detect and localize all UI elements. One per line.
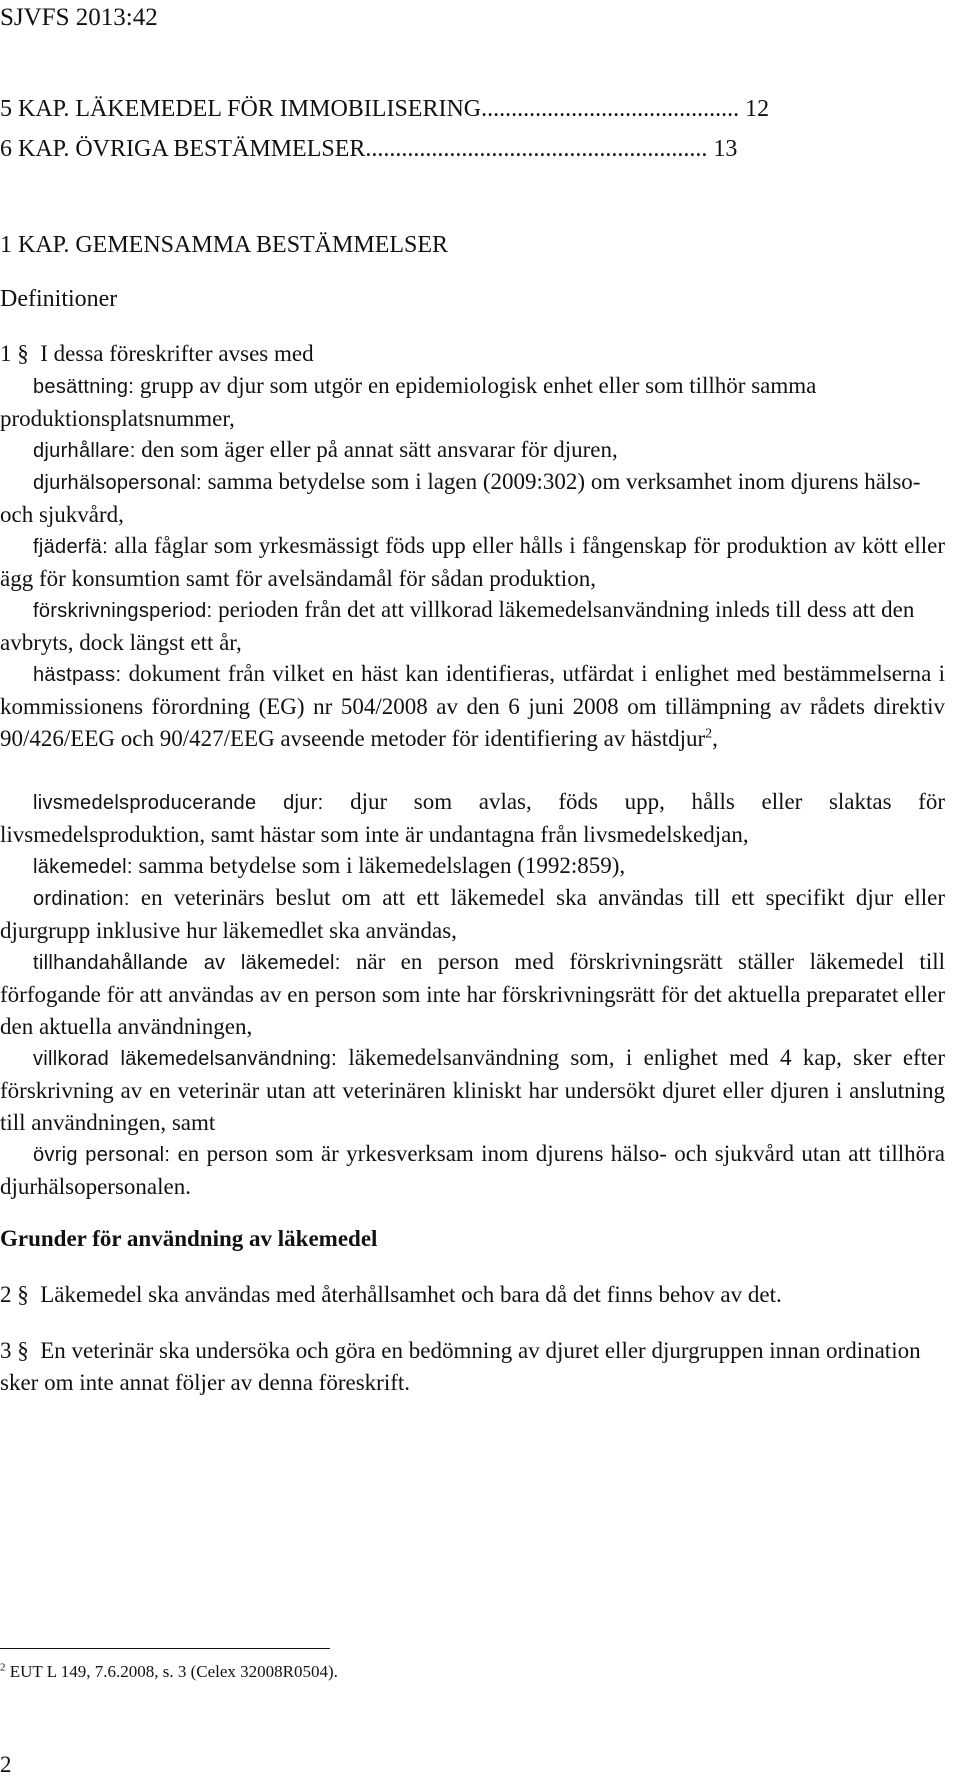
- section-symbol: §: [17, 1338, 29, 1363]
- definition-text: den som äger eller på annat sätt ansvarar för djuren,: [135, 437, 618, 462]
- section-1-intro: [0, 338, 945, 370]
- grounds-heading: Grunder för användning av läkemedel: [0, 1226, 378, 1251]
- definition-item: [0, 1042, 945, 1139]
- section-text: Läkemedel ska användas med återhållsamhet och bara då det finns behov av det.: [40, 1282, 782, 1307]
- definition-item: [0, 466, 945, 531]
- section-3: [0, 1335, 945, 1399]
- toc-entry-page: 12: [745, 96, 770, 122]
- definition-item: [0, 370, 945, 435]
- definition-item: [0, 658, 945, 755]
- definition-text: samma betydelse som i lagen (2009:302) om verksamhet inom djurens hälso- och sjukvård,: [0, 469, 921, 527]
- definition-item: [0, 786, 945, 851]
- section-intro-text: I dessa föreskrifter avses med: [40, 341, 314, 366]
- toc-entry[interactable]: [0, 96, 769, 123]
- section-symbol: §: [17, 341, 29, 366]
- definition-term: djurhållare:: [33, 440, 136, 462]
- definition-item: [0, 594, 945, 659]
- section-number: 2: [0, 1282, 12, 1307]
- definition-text: grupp av djur som utgör en epidemiologisk enhet eller som tillhör samma produktionsplatsnummer,: [0, 373, 817, 431]
- toc-entry[interactable]: [0, 136, 737, 163]
- definition-text: en veterinärs beslut om att ett läkemedel ska användas till ett specifikt djur eller djurgrupp inklusive hur läkemedlet ska användas,: [0, 885, 945, 943]
- footnote-reference[interactable]: 2: [705, 726, 713, 742]
- section-number: 1: [0, 341, 12, 366]
- definition-term: hästpass:: [33, 664, 122, 686]
- toc-entry-title: 5 KAP. LÄKEMEDEL FÖR IMMOBILISERING: [0, 96, 482, 122]
- definition-term: tillhandahållande av läkemedel:: [33, 952, 341, 974]
- definition-text: läkemedelsanvändning som, i enlighet med 4 kap, sker efter förskrivning av en veterinär utan att veterinären kliniskt har undersökt djuret eller djuren i anslutning till användningen, samt: [0, 1045, 945, 1135]
- footnote-divider: [0, 1648, 330, 1649]
- definition-term: övrig personal:: [33, 1144, 171, 1166]
- definition-text: dokument från vilket en häst kan identifieras, utfärdat i enlighet med bestämmelserna i kommissionens förordning (EG) nr 504/2008 av den 6 juni 2008 om tillämpning av rådets direktiv 90/426/EEG och 90/427/EEG avseende metoder för identifiering av hästdjur: [0, 661, 945, 751]
- definition-term: livsmedelsproducerande djur:: [33, 792, 324, 814]
- definition-item: [0, 530, 945, 595]
- footnote-number: 2: [0, 1661, 6, 1674]
- definition-text-end: ,: [712, 726, 718, 751]
- definition-term: djurhälsopersonal:: [33, 472, 202, 494]
- definition-item: [0, 946, 945, 1043]
- toc-entry-dots: ...........................................: [481, 96, 740, 122]
- toc-entry-page: 13: [713, 136, 738, 162]
- definition-term: läkemedel:: [33, 856, 133, 878]
- page-number: 2: [0, 1752, 12, 1777]
- footnote-text: EUT L 149, 7.6.2008, s. 3 (Celex 32008R0504).: [9, 1662, 338, 1681]
- definition-term: ordination:: [33, 888, 130, 910]
- definition-text: när en person med förskrivningsrätt ställer läkemedel till förfogande för att användas av en person som inte har förskrivningsrätt för det aktuella preparatet eller den aktuella användningen,: [0, 949, 945, 1039]
- section-symbol: §: [17, 1282, 29, 1307]
- definition-item: [0, 882, 945, 947]
- definition-term: fjäderfä:: [33, 536, 108, 558]
- definition-item: [0, 434, 945, 467]
- section-2: [0, 1279, 945, 1311]
- definition-text: djur som avlas, föds upp, hålls eller slaktas för livsmedelsproduktion, samt hästar som inte är undantagna från livsmedelskedjan,: [0, 789, 945, 847]
- definition-term: besättning:: [33, 376, 135, 398]
- definition-term: förskrivningsperiod:: [33, 600, 213, 622]
- chapter-title: 1 KAP. GEMENSAMMA BESTÄMMELSER: [0, 232, 449, 258]
- definitions-heading: Definitioner: [0, 286, 118, 312]
- definition-text: alla fåglar som yrkesmässigt föds upp eller hålls i fångenskap för produktion av kött eller ägg för konsumtion samt för avelsändamål för sådan produktion,: [0, 533, 945, 591]
- definition-text: perioden från det att villkorad läkemedelsanvändning inleds till dess att den avbryts, dock längst ett år,: [0, 597, 915, 655]
- definition-text: samma betydelse som i läkemedelslagen (1992:859),: [132, 853, 626, 878]
- definition-item: [0, 850, 945, 883]
- section-number: 3: [0, 1338, 12, 1363]
- footnote: [0, 1662, 338, 1682]
- document-id: SJVFS 2013:42: [0, 4, 158, 31]
- toc-entry-dots: .........................................................: [365, 136, 708, 162]
- section-text: En veterinär ska undersöka och göra en bedömning av djuret eller djurgruppen innan ordination sker om inte annat följer av denna föreskrift.: [0, 1338, 921, 1395]
- definition-term: villkorad läkemedelsanvändning:: [33, 1048, 337, 1070]
- definition-item: [0, 1138, 945, 1203]
- toc-entry-title: 6 KAP. ÖVRIGA BESTÄMMELSER: [0, 136, 366, 162]
- definition-text: en person som är yrkesverksam inom djurens hälso- och sjukvård utan att tillhöra djurhälsopersonalen.: [0, 1141, 945, 1199]
